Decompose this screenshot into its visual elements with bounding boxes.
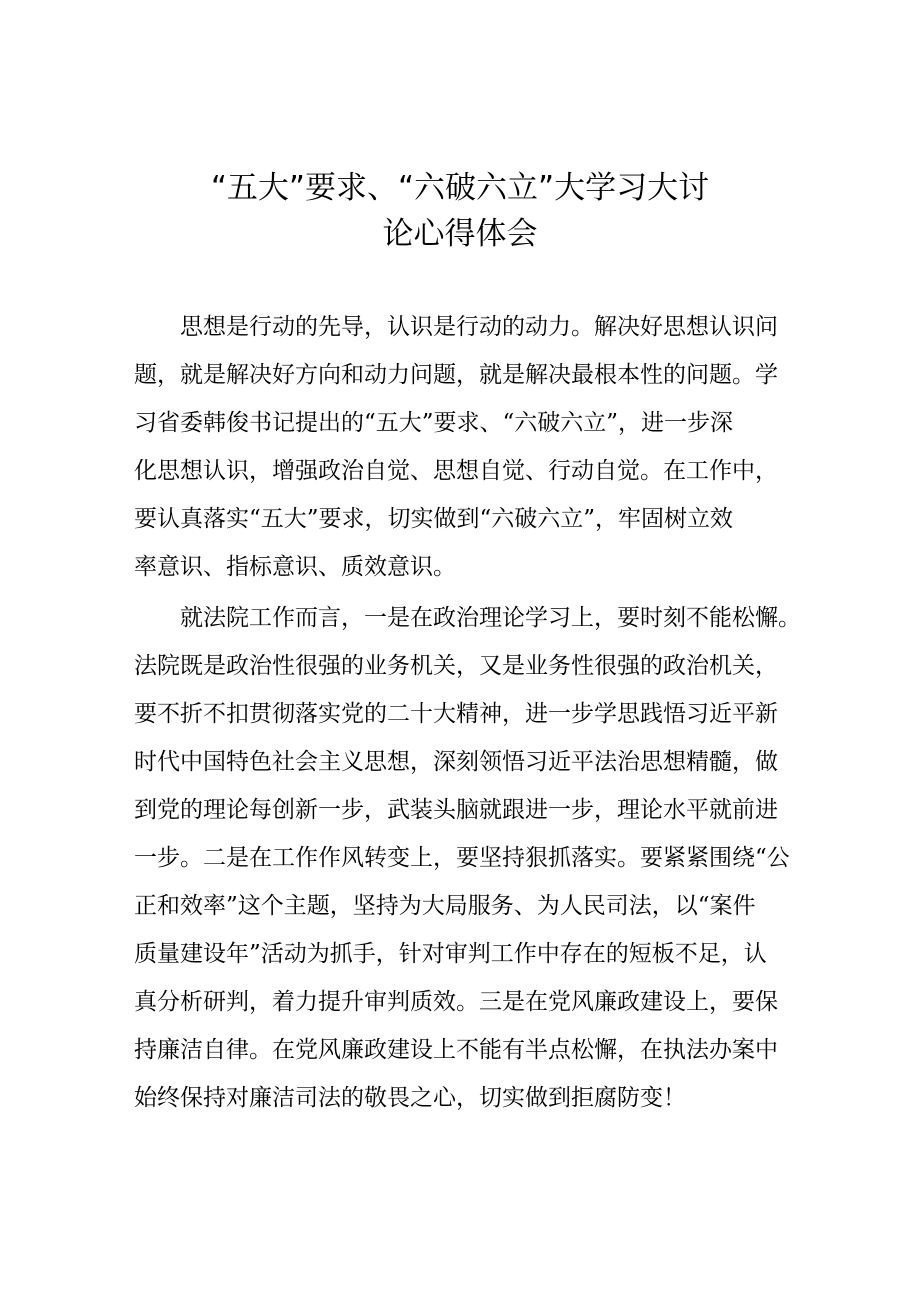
paragraph-line: 法院既是政治性很强的业务机关，又是业务性很强的政治机关， — [134, 653, 778, 679]
paragraph-line: 思想是行动的先导，认识是行动的动力。解决好思想认识问 — [180, 314, 778, 340]
document-title-line-1: “五大”要求、“六破六立”大学习大讨 — [210, 170, 710, 206]
paragraph-line: 正和效率”这个主题，坚持为大局服务、为人民司法，以“案件 — [134, 893, 756, 919]
paragraph-line: 一步。二是在工作作风转变上，要坚持狠抓落实。要紧紧围绕“公 — [134, 845, 790, 871]
paragraph-line: 真分析研判，着力提升审判质效。三是在党风廉政建设上，要保 — [134, 989, 778, 1015]
paragraph-line: 题，就是解决好方向和动力问题，就是解决最根本性的问题。学 — [134, 362, 778, 388]
paragraph-line: 习省委韩俊书记提出的“五大”要求、“六破六立”，进一步深 — [134, 410, 734, 436]
paragraph-line: 持廉洁自律。在党风廉政建设上不能有半点松懈，在执法办案中 — [134, 1037, 778, 1063]
paragraph-line: 始终保持对廉洁司法的敬畏之心，切实做到拒腐防变！ — [134, 1085, 686, 1111]
paragraph-line: 要认真落实“五大”要求，切实做到“六破六立”，牢固树立效 — [134, 506, 734, 532]
paragraph-line: 质量建设年”活动为抓手，针对审判工作中存在的短板不足，认 — [134, 941, 767, 967]
paragraph-line: 要不折不扣贯彻落实党的二十大精神，进一步学思践悟习近平新 — [134, 701, 778, 727]
document-title-line-2: 论心得体会 — [382, 216, 538, 252]
paragraph-line: 到党的理论每创新一步，武装头脑就跟进一步，理论水平就前进 — [134, 797, 778, 823]
paragraph-line: 时代中国特色社会主义思想，深刻领悟习近平法治思想精髓，做 — [134, 749, 778, 775]
paragraph-line: 就法院工作而言，一是在政治理论学习上，要时刻不能松懈。 — [180, 605, 801, 631]
paragraph-line: 率意识、指标意识、质效意识。 — [134, 554, 456, 580]
paragraph-line: 化思想认识，增强政治自觉、思想自觉、行动自觉。在工作中， — [134, 458, 778, 484]
